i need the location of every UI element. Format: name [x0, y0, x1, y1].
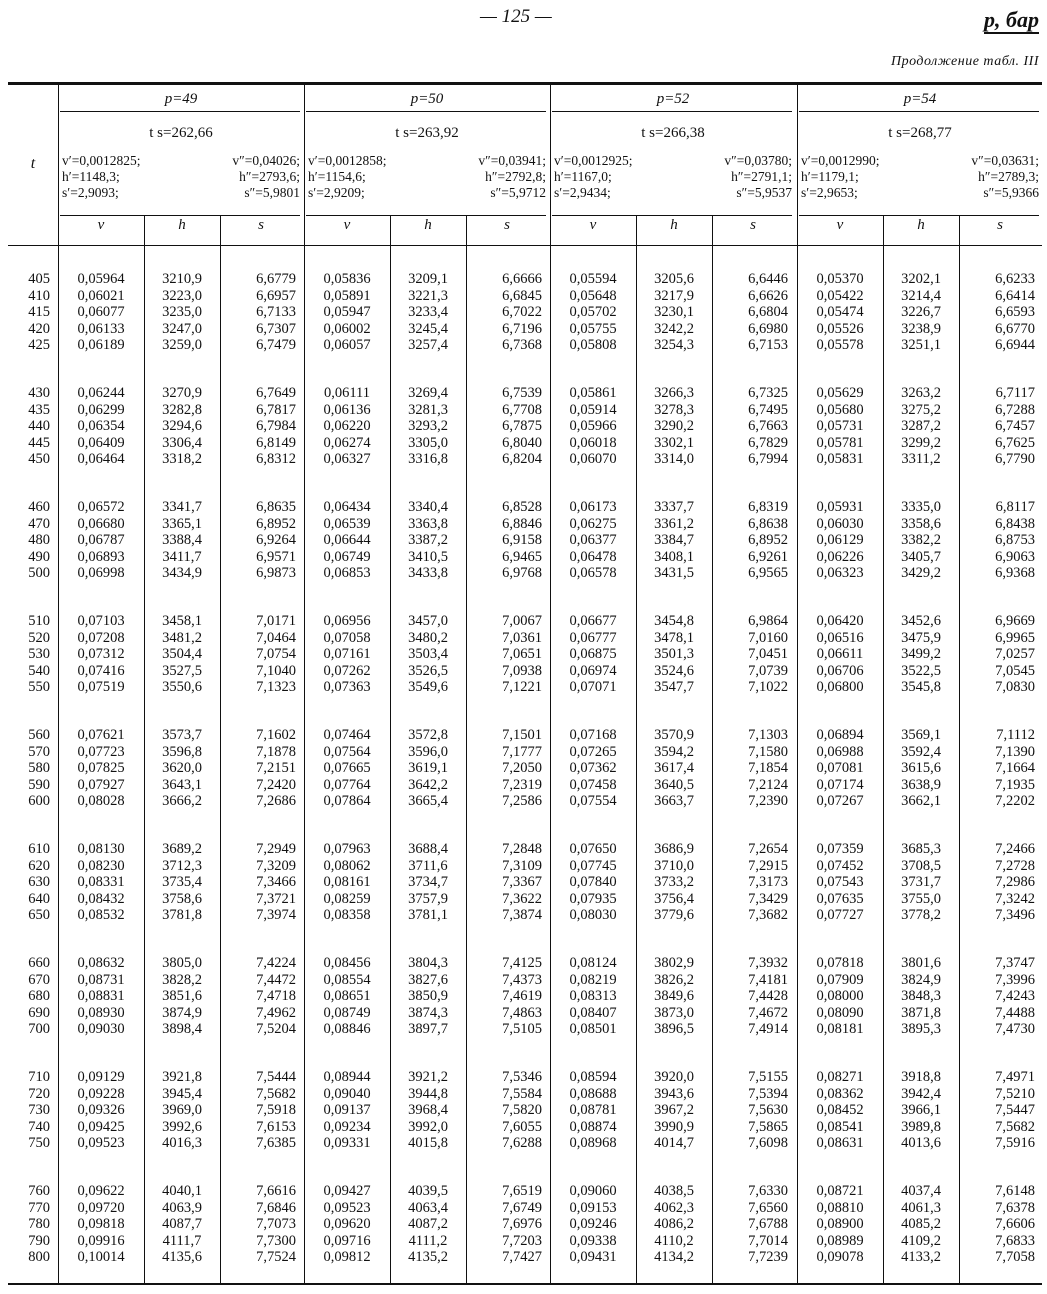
saturation-v-vapor: v″=0,03780; — [724, 153, 792, 168]
enthalpy-values: 3263,2 3275,2 3287,2 3299,2 3311,2 — [901, 385, 941, 467]
entropy-values: 6,8117 6,8438 6,8753 6,9063 6,9368 — [995, 499, 1035, 581]
specific-volume-values: 0,09622 0,09720 0,09818 0,09916 0,10014 — [77, 1183, 125, 1265]
enthalpy-values: 3918,8 3942,4 3966,1 3989,8 4013,6 — [901, 1069, 941, 1151]
unit-label: p, бар — [984, 7, 1039, 32]
column-header-v: v — [589, 217, 597, 233]
saturation-h-vapor: h″=2789,3; — [978, 169, 1039, 184]
saturation-temperature: t s=262,66 — [149, 125, 213, 141]
enthalpy-values: 3569,1 3592,4 3615,6 3638,9 3662,1 — [901, 727, 941, 809]
specific-volume-values: 0,05861 0,05914 0,05966 0,06018 0,06070 — [569, 385, 617, 467]
enthalpy-values: 3210,9 3223,0 3235,0 3247,0 3259,0 — [162, 271, 202, 353]
specific-volume-values: 0,06677 0,06777 0,06875 0,06974 0,07071 — [569, 613, 617, 695]
pressure-label: p=54 — [903, 91, 937, 107]
header-rule — [306, 215, 546, 216]
column-header-s: s — [750, 217, 756, 233]
entropy-values: 7,1602 7,1878 7,2151 7,2420 7,2686 — [256, 727, 296, 809]
p-rule — [306, 111, 546, 112]
header-rule — [799, 215, 1039, 216]
enthalpy-values: 4037,4 4061,3 4085,2 4109,2 4133,2 — [901, 1183, 941, 1265]
entropy-values: 6,7539 6,7708 6,7875 6,8040 6,8204 — [502, 385, 542, 467]
saturation-v-liquid: v′=0,0012858; — [308, 153, 387, 168]
column-header-v: v — [97, 217, 105, 233]
saturation-h-vapor: h″=2793,6; — [239, 169, 300, 184]
column-header-h: h — [424, 217, 432, 233]
steam-table — [8, 82, 1042, 1285]
pressure-label: p=50 — [410, 91, 444, 107]
specific-volume-values: 0,06420 0,06516 0,06611 0,06706 0,06800 — [816, 613, 864, 695]
saturation-temperature: t s=268,77 — [888, 125, 952, 141]
temperature-values: 760 770 780 790 800 — [28, 1183, 50, 1265]
page-number: — 125 — — [480, 6, 552, 27]
specific-volume-values: 0,07168 0,07265 0,07362 0,07458 0,07554 — [569, 727, 617, 809]
table-row-block — [8, 1069, 1042, 1161]
saturation-v-vapor: v″=0,04026; — [232, 153, 300, 168]
temperature-values: 610 620 630 640 650 — [28, 841, 50, 923]
specific-volume-values: 0,08124 0,08219 0,08313 0,08407 0,08501 — [569, 955, 617, 1037]
entropy-values: 7,4224 7,4472 7,4718 7,4962 7,5204 — [256, 955, 296, 1037]
row-label-t: t — [30, 155, 36, 172]
pressure-label: p=49 — [164, 91, 198, 107]
table-row-block — [8, 841, 1042, 933]
enthalpy-values: 3209,1 3221,3 3233,4 3245,4 3257,4 — [408, 271, 448, 353]
specific-volume-values: 0,05964 0,06021 0,06077 0,06133 0,06189 — [77, 271, 125, 353]
saturation-h-liquid: h′=1154,6; — [308, 169, 366, 184]
specific-volume-values: 0,08130 0,08230 0,08331 0,08432 0,08532 — [77, 841, 125, 923]
table-row-block — [8, 499, 1042, 591]
table-row-block — [8, 613, 1042, 705]
column-header-h: h — [917, 217, 925, 233]
saturation-s-liquid: s′=2,9434; — [554, 185, 611, 200]
entropy-values: 7,2848 7,3109 7,3367 7,3622 7,3874 — [502, 841, 542, 923]
saturation-v-vapor: v″=0,03941; — [478, 153, 546, 168]
enthalpy-values: 3269,4 3281,3 3293,2 3305,0 3316,8 — [408, 385, 448, 467]
entropy-values: 7,2949 7,3209 7,3466 7,3721 7,3974 — [256, 841, 296, 923]
entropy-values: 7,5346 7,5584 7,5820 7,6055 7,6288 — [502, 1069, 542, 1151]
temperature-values: 405 410 415 420 425 — [28, 271, 50, 353]
saturation-h-vapor: h″=2792,8; — [485, 169, 546, 184]
enthalpy-values: 3804,3 3827,6 3850,9 3874,3 3897,7 — [408, 955, 448, 1037]
specific-volume-values: 0,05931 0,06030 0,06129 0,06226 0,06323 — [816, 499, 864, 581]
entropy-values: 6,7649 6,7817 6,7984 6,8149 6,8312 — [256, 385, 296, 467]
specific-volume-values: 0,06434 0,06539 0,06644 0,06749 0,06853 — [323, 499, 371, 581]
entropy-values: 6,6233 6,6414 6,6593 6,6770 6,6944 — [995, 271, 1035, 353]
table-row-block — [8, 955, 1042, 1047]
column-header-s: s — [258, 217, 264, 233]
entropy-values: 6,8528 6,8846 6,9158 6,9465 6,9768 — [502, 499, 542, 581]
saturation-v-liquid: v′=0,0012990; — [801, 153, 880, 168]
saturation-s-vapor: s″=5,9537 — [736, 185, 792, 200]
enthalpy-values: 3689,2 3712,3 3735,4 3758,6 3781,8 — [162, 841, 202, 923]
saturation-h-liquid: h′=1179,1; — [801, 169, 859, 184]
specific-volume-values: 0,07818 0,07909 0,08000 0,08090 0,08181 — [816, 955, 864, 1037]
entropy-values: 7,6330 7,6560 7,6788 7,7014 7,7239 — [748, 1183, 788, 1265]
saturation-v-liquid: v′=0,0012825; — [62, 153, 141, 168]
saturation-temperature: t s=266,38 — [641, 125, 705, 141]
temperature-values: 510 520 530 540 550 — [28, 613, 50, 695]
enthalpy-values: 4039,5 4063,4 4087,2 4111,2 4135,2 — [408, 1183, 448, 1265]
specific-volume-values: 0,06572 0,06680 0,06787 0,06893 0,06998 — [77, 499, 125, 581]
specific-volume-values: 0,06894 0,06988 0,07081 0,07174 0,07267 — [816, 727, 864, 809]
header-rule — [60, 215, 300, 216]
entropy-values: 7,4125 7,4373 7,4619 7,4863 7,5105 — [502, 955, 542, 1037]
enthalpy-values: 3920,0 3943,6 3967,2 3990,9 4014,7 — [654, 1069, 694, 1151]
table-row-block — [8, 727, 1042, 819]
temperature-values: 560 570 580 590 600 — [28, 727, 50, 809]
saturation-h-liquid: h′=1167,0; — [554, 169, 612, 184]
column-header-h: h — [178, 217, 186, 233]
specific-volume-values: 0,08721 0,08810 0,08900 0,08989 0,09078 — [816, 1183, 864, 1265]
p-rule — [799, 111, 1039, 112]
enthalpy-values: 3570,9 3594,2 3617,4 3640,5 3663,7 — [654, 727, 694, 809]
enthalpy-values: 3921,8 3945,4 3969,0 3992,6 4016,3 — [162, 1069, 202, 1151]
entropy-values: 7,1112 7,1390 7,1664 7,1935 7,2202 — [995, 727, 1035, 809]
enthalpy-values: 3685,3 3708,5 3731,7 3755,0 3778,2 — [901, 841, 941, 923]
specific-volume-values: 0,08944 0,09040 0,09137 0,09234 0,09331 — [323, 1069, 371, 1151]
specific-volume-values: 0,08271 0,08362 0,08452 0,08541 0,08631 — [816, 1069, 864, 1151]
entropy-values: 7,6519 7,6749 7,6976 7,7203 7,7427 — [502, 1183, 542, 1265]
enthalpy-values: 3337,7 3361,2 3384,7 3408,1 3431,5 — [654, 499, 694, 581]
entropy-values: 6,8635 6,8952 6,9264 6,9571 6,9873 — [256, 499, 296, 581]
enthalpy-values: 3801,6 3824,9 3848,3 3871,8 3895,3 — [901, 955, 941, 1037]
enthalpy-values: 3805,0 3828,2 3851,6 3874,9 3898,4 — [162, 955, 202, 1037]
enthalpy-values: 3341,7 3365,1 3388,4 3411,7 3434,9 — [162, 499, 202, 581]
entropy-values: 7,4971 7,5210 7,5447 7,5682 7,5916 — [995, 1069, 1035, 1151]
table-row-block — [8, 1183, 1042, 1275]
column-header-s: s — [504, 217, 510, 233]
saturation-s-vapor: s″=5,9712 — [490, 185, 546, 200]
saturation-temperature: t s=263,92 — [395, 125, 459, 141]
entropy-values: 7,2654 7,2915 7,3173 7,3429 7,3682 — [748, 841, 788, 923]
specific-volume-values: 0,07963 0,08062 0,08161 0,08259 0,08358 — [323, 841, 371, 923]
table-row-block — [8, 271, 1042, 363]
specific-volume-values: 0,07103 0,07208 0,07312 0,07416 0,07519 — [77, 613, 125, 695]
temperature-values: 660 670 680 690 700 — [28, 955, 50, 1037]
saturation-s-liquid: s′=2,9653; — [801, 185, 858, 200]
column-header-bottom-rule — [8, 245, 1042, 246]
specific-volume-values: 0,07621 0,07723 0,07825 0,07927 0,08028 — [77, 727, 125, 809]
table-row-block — [8, 385, 1042, 477]
enthalpy-values: 3266,3 3278,3 3290,2 3302,1 3314,0 — [654, 385, 694, 467]
entropy-values: 6,6666 6,6845 6,7022 6,7196 6,7368 — [502, 271, 542, 353]
enthalpy-values: 3686,9 3710,0 3733,2 3756,4 3779,6 — [654, 841, 694, 923]
entropy-values: 6,9864 7,0160 7,0451 7,0739 7,1022 — [748, 613, 788, 695]
temperature-values: 430 435 440 445 450 — [28, 385, 50, 467]
column-header-h: h — [670, 217, 678, 233]
specific-volume-values: 0,05836 0,05891 0,05947 0,06002 0,06057 — [323, 271, 371, 353]
saturation-s-vapor: s″=5,9801 — [244, 185, 300, 200]
enthalpy-values: 3454,8 3478,1 3501,3 3524,6 3547,7 — [654, 613, 694, 695]
entropy-values: 6,7117 6,7288 6,7457 6,7625 6,7790 — [995, 385, 1035, 467]
specific-volume-values: 0,05594 0,05648 0,05702 0,05755 0,05808 — [569, 271, 617, 353]
saturation-h-liquid: h′=1148,3; — [62, 169, 120, 184]
entropy-values: 7,5444 7,5682 7,5918 7,6153 7,6385 — [256, 1069, 296, 1151]
saturation-v-vapor: v″=0,03631; — [971, 153, 1039, 168]
enthalpy-values: 3921,2 3944,8 3968,4 3992,0 4015,8 — [408, 1069, 448, 1151]
enthalpy-values: 3270,9 3282,8 3294,6 3306,4 3318,2 — [162, 385, 202, 467]
column-header-v: v — [343, 217, 351, 233]
specific-volume-values: 0,05370 0,05422 0,05474 0,05526 0,05578 — [816, 271, 864, 353]
specific-volume-values: 0,06173 0,06275 0,06377 0,06478 0,06578 — [569, 499, 617, 581]
enthalpy-values: 3573,7 3596,8 3620,0 3643,1 3666,2 — [162, 727, 202, 809]
entropy-values: 7,1303 7,1580 7,1854 7,2124 7,2390 — [748, 727, 788, 809]
entropy-values: 7,0067 7,0361 7,0651 7,0938 7,1221 — [502, 613, 542, 695]
saturation-h-vapor: h″=2791,1; — [731, 169, 792, 184]
enthalpy-values: 3205,6 3217,9 3230,1 3242,2 3254,3 — [654, 271, 694, 353]
entropy-values: 6,6779 6,6957 6,7133 6,7307 6,7479 — [256, 271, 296, 353]
enthalpy-values: 3572,8 3596,0 3619,1 3642,2 3665,4 — [408, 727, 448, 809]
enthalpy-values: 3457,0 3480,2 3503,4 3526,5 3549,6 — [408, 613, 448, 695]
saturation-s-vapor: s″=5,9366 — [983, 185, 1039, 200]
column-header-v: v — [836, 217, 844, 233]
continuation-note: Продолжение табл. III — [890, 54, 1039, 69]
pressure-label: p=52 — [656, 91, 690, 107]
enthalpy-values: 3340,4 3363,8 3387,2 3410,5 3433,8 — [408, 499, 448, 581]
specific-volume-values: 0,05629 0,05680 0,05731 0,05781 0,05831 — [816, 385, 864, 467]
saturation-s-liquid: s′=2,9209; — [308, 185, 365, 200]
entropy-values: 7,6148 7,6378 7,6606 7,6833 7,7058 — [995, 1183, 1035, 1265]
column-header-s: s — [997, 217, 1003, 233]
entropy-values: 7,2466 7,2728 7,2986 7,3242 7,3496 — [995, 841, 1035, 923]
enthalpy-values: 3202,1 3214,4 3226,7 3238,9 3251,1 — [901, 271, 941, 353]
specific-volume-values: 0,07650 0,07745 0,07840 0,07935 0,08030 — [569, 841, 617, 923]
saturation-s-liquid: s′=2,9093; — [62, 185, 119, 200]
specific-volume-values: 0,06111 0,06136 0,06220 0,06274 0,06327 — [323, 385, 371, 467]
temperature-values: 460 470 480 490 500 — [28, 499, 50, 581]
specific-volume-values: 0,06956 0,07058 0,07161 0,07262 0,07363 — [323, 613, 371, 695]
specific-volume-values: 0,08456 0,08554 0,08651 0,08749 0,08846 — [323, 955, 371, 1037]
temperature-values: 710 720 730 740 750 — [28, 1069, 50, 1151]
entropy-values: 6,6446 6,6626 6,6804 6,6980 6,7153 — [748, 271, 788, 353]
entropy-values: 7,5155 7,5394 7,5630 7,5865 7,6098 — [748, 1069, 788, 1151]
saturation-v-liquid: v′=0,0012925; — [554, 153, 633, 168]
specific-volume-values: 0,08594 0,08688 0,08781 0,08874 0,08968 — [569, 1069, 617, 1151]
p-rule — [60, 111, 300, 112]
entropy-values: 7,1501 7,1777 7,2050 7,2319 7,2586 — [502, 727, 542, 809]
enthalpy-values: 4040,1 4063,9 4087,7 4111,7 4135,6 — [162, 1183, 202, 1265]
enthalpy-values: 3335,0 3358,6 3382,2 3405,7 3429,2 — [901, 499, 941, 581]
entropy-values: 7,3747 7,3996 7,4243 7,4488 7,4730 — [995, 955, 1035, 1037]
enthalpy-values: 4038,5 4062,3 4086,2 4110,2 4134,2 — [654, 1183, 694, 1265]
entropy-values: 7,0171 7,0464 7,0754 7,1040 7,1323 — [256, 613, 296, 695]
enthalpy-values: 3452,6 3475,9 3499,2 3522,5 3545,8 — [901, 613, 941, 695]
specific-volume-values: 0,09060 0,09153 0,09246 0,09338 0,09431 — [569, 1183, 617, 1265]
entropy-values: 7,3932 7,4181 7,4428 7,4672 7,4914 — [748, 955, 788, 1037]
specific-volume-values: 0,09129 0,09228 0,09326 0,09425 0,09523 — [77, 1069, 125, 1151]
specific-volume-values: 0,08632 0,08731 0,08831 0,08930 0,09030 — [77, 955, 125, 1037]
entropy-values: 6,7325 6,7495 6,7663 6,7829 6,7994 — [748, 385, 788, 467]
specific-volume-values: 0,07464 0,07564 0,07665 0,07764 0,07864 — [323, 727, 371, 809]
specific-volume-values: 0,07359 0,07452 0,07543 0,07635 0,07727 — [816, 841, 864, 923]
specific-volume-values: 0,06244 0,06299 0,06354 0,06409 0,06464 — [77, 385, 125, 467]
p-rule — [552, 111, 792, 112]
enthalpy-values: 3802,9 3826,2 3849,6 3873,0 3896,5 — [654, 955, 694, 1037]
header-rule — [552, 215, 792, 216]
enthalpy-values: 3688,4 3711,6 3734,7 3757,9 3781,1 — [408, 841, 448, 923]
specific-volume-values: 0,09427 0,09523 0,09620 0,09716 0,09812 — [323, 1183, 371, 1265]
entropy-values: 6,9669 6,9965 7,0257 7,0545 7,0830 — [995, 613, 1035, 695]
entropy-values: 7,6616 7,6846 7,7073 7,7300 7,7524 — [256, 1183, 296, 1265]
entropy-values: 6,8319 6,8638 6,8952 6,9261 6,9565 — [748, 499, 788, 581]
enthalpy-values: 3458,1 3481,2 3504,4 3527,5 3550,6 — [162, 613, 202, 695]
